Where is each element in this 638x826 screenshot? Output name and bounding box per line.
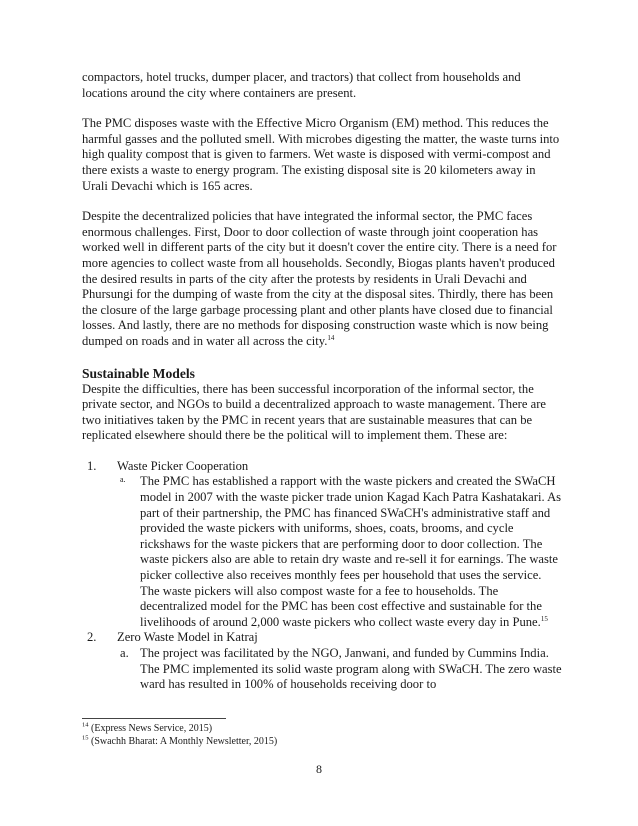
footnote <box>82 723 562 736</box>
footnote-text: (Swachh Bharat: A Monthly Newsletter, 2015) <box>88 735 278 747</box>
list-number: 1. <box>87 458 97 473</box>
list-item <box>82 630 562 646</box>
footnotes <box>82 718 562 749</box>
sub-list-text: The project was facilitated by the NGO, Janwani, and funded by Cummins India. The PMC implemented its solid waste program along with SWaCH. The zero waste ward has resulted in 100% of households receiving door to <box>140 646 562 692</box>
footnote <box>82 736 562 749</box>
footnote-divider <box>82 718 226 719</box>
paragraph-challenges-text: Despite the decentralized policies that have integrated the informal sector, the PMC faces enormous challenges. First, Door to door collection of waste through joint cooperation has worked well in different parts of the city but it doesn't cover the entire city. There is a need for more agencies to collect waste from all households. Secondly, Biogas plants haven't produced the desired results in parts of the city after the protests by residents in Urali Devachi and Phursungi for the dumping of waste from the city at the disposal sites. Thirdly, there has been the closure of the large garbage processing plant and other plants have closed due to financial losses. And lastly, there are no methods for disposing construction waste which is now being dumped on roads and in water all across the city. <box>82 209 557 348</box>
paragraph-intro: compactors, hotel trucks, dumper placer, and tractors) that collect from households and locations around the city where containers are present. <box>82 70 521 100</box>
list-item-title: Zero Waste Model in Katraj <box>117 630 258 645</box>
paragraph-em-method: The PMC disposes waste with the Effective Micro Organism (EM) method. This reduces the harmful gasses and the polluted smell. With microbes digesting the matter, the waste turns into high quality compost that is given to farmers. Wet waste is disposed with vermi-compost and there exists a waste to energy program. The existing disposal site is 20 kilometers away in Urali Devachi which is 165 acres. <box>82 116 560 193</box>
paragraph-sustainable-models: Despite the difficulties, there has been successful incorporation of the informal sector, the private sector, and NGOs to build a decentralized approach to waste management. There are two initiatives taken by the PMC in recent years that are sustainable measures that can be replicated elsewhere should there be the political will to implement them. These are: <box>82 381 546 443</box>
footnote-number: 15 <box>82 734 89 742</box>
list-number: 2. <box>87 630 97 645</box>
paragraph-challenges <box>82 209 562 349</box>
footnote-ref-14: 14 <box>327 333 335 342</box>
footnote-number: 14 <box>82 721 89 729</box>
sub-list-letter: a. <box>120 646 129 660</box>
sub-list-text: The PMC has established a rapport with the waste pickers and created the SWaCH model in 2007 with the waste picker trade union Kagad Kach Patra Kashatakari. As part of their partnership, the PMC has financed SWaCH's administrative staff and provided the waste pickers with uniforms, shoes, coats, brooms, and cycle rickshaws for the waste pickers that are performing door to door collection. The waste pickers also are able to retain dry waste and re-sell it for earnings. The waste picker collective also receives monthly fees per household that uses the service. The waste pickers will also compost waste for a fee to households. The decentralized model for the PMC has been cost effective and sustainable for the livelihoods of around 2,000 waste pickers who collect waste every day in Pune. <box>140 474 562 629</box>
footnote-ref-15: 15 <box>540 614 548 623</box>
document-page <box>82 70 562 693</box>
list-item <box>82 459 562 475</box>
list-item-title: Waste Picker Cooperation <box>117 458 249 473</box>
sub-list-letter: a. <box>120 475 126 485</box>
sub-list-item <box>82 646 562 693</box>
section-heading: Sustainable Models <box>82 365 195 381</box>
page-number: 8 <box>316 762 322 776</box>
initiatives-list <box>82 459 562 693</box>
sub-list-item <box>82 474 562 630</box>
footnote-text: (Express News Service, 2015) <box>88 723 213 734</box>
